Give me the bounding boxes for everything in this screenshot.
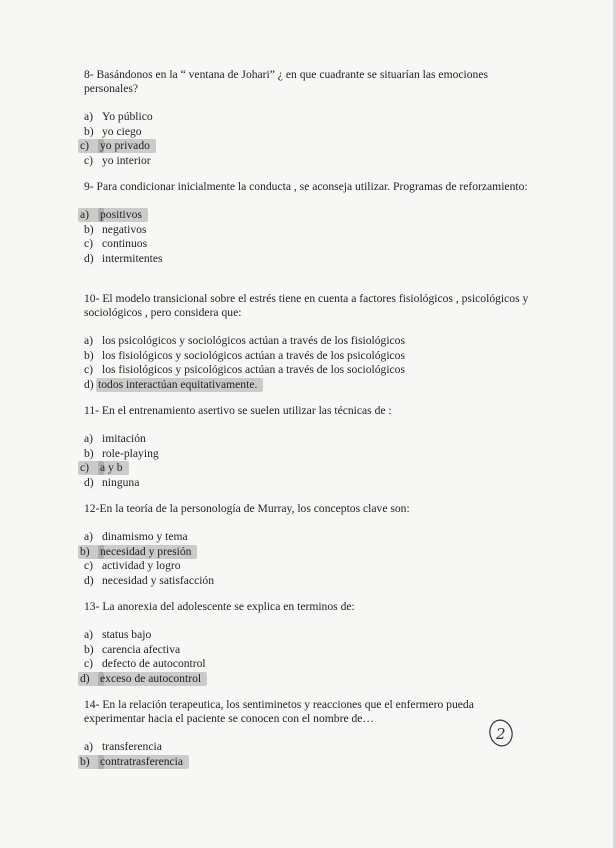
option-highlighted (80, 671, 544, 687)
option-text: yo interior (102, 153, 151, 167)
option-highlighted (80, 208, 544, 223)
option-text: continuos (102, 237, 148, 250)
option-letter: a) (84, 628, 94, 641)
option-text: a y b (98, 461, 129, 475)
option-letter: d) (84, 573, 94, 587)
option-letter: c) (84, 153, 94, 167)
option-highlighted (80, 544, 544, 560)
option-letter: b) (84, 124, 94, 138)
question-text: 8- Basándonos en la “ ventana de Johari” ¿ en que cuadrante se situarían las emociones personales? (84, 68, 489, 95)
option-letter: a) (78, 208, 104, 222)
option (84, 447, 544, 462)
option-letter: c) (84, 657, 94, 670)
option-letter: c) (78, 139, 104, 153)
option-letter: d) (84, 475, 94, 489)
option-text: dinamismo y tema (102, 530, 188, 543)
question-14 (80, 698, 504, 769)
question-text: 11- En el entrenamiento asertivo se suelen utilizar las técnicas de : (84, 404, 392, 417)
option (84, 237, 544, 252)
question-8 (80, 68, 544, 168)
option-highlighted (80, 461, 544, 476)
question-9 (80, 180, 544, 266)
option-text: positivos (98, 208, 148, 222)
option-letter: d) (84, 377, 94, 391)
option-text: yo privado (98, 139, 156, 153)
option-letter: b) (78, 545, 104, 559)
option-text: yo ciego (102, 124, 142, 138)
option (84, 574, 544, 589)
option-text: imitación (102, 432, 146, 445)
option-letter: b) (84, 446, 94, 460)
option-letter: a) (84, 110, 94, 123)
option-letter: c) (78, 461, 104, 475)
option (84, 349, 544, 364)
option-letter: a) (84, 530, 94, 543)
option (84, 559, 544, 574)
option (84, 110, 544, 125)
option-highlighted (80, 754, 504, 770)
option-text: actividad y logro (102, 559, 181, 572)
question-text: 14- En la relación terapeutica, los sentiminetos y reacciones que el enfermero pueda experimentar hacia el paciente se conocen con el nombre de… (84, 698, 474, 725)
option (84, 476, 544, 491)
option-text: transferencia (102, 740, 162, 753)
option-text: los psicológicos y sociológicos actúan a través de los fisiológicos (102, 334, 405, 347)
option-letter: b) (78, 755, 104, 769)
option-text: necesidad y satisfacción (102, 573, 215, 587)
option-letter: d) (78, 672, 104, 686)
option (84, 740, 504, 755)
option-text: contratrasferencia (98, 755, 189, 769)
handwritten-page-mark (488, 718, 514, 748)
option-text: Yo público (102, 110, 153, 123)
option-text: los fisiológicos y sociológicos actúan a través de los psicológicos (102, 348, 405, 362)
question-text: 12-En la teoría de la personología de Murray, los conceptos clave son: (84, 502, 410, 515)
option (84, 657, 544, 672)
option-text: necesidad y presión (98, 545, 197, 559)
option-text: defecto de autocontrol (102, 657, 206, 670)
option-text: exceso de autocontrol (98, 672, 207, 686)
option (84, 223, 544, 238)
option-text: status bajo (102, 628, 152, 641)
option (84, 125, 544, 140)
option-text: todos interactúan equitativamente. (96, 378, 263, 392)
option-text: negativos (102, 222, 147, 236)
option (84, 154, 544, 169)
question-12 (80, 502, 544, 588)
option (84, 363, 544, 378)
question-13 (80, 600, 544, 686)
question-10 (84, 292, 544, 392)
question-text: 9- Para condicionar inicialmente la conducta , se aconseja utilizar. Programas de reforzamiento: (84, 180, 528, 193)
option (84, 530, 544, 545)
option-letter: d) (84, 251, 94, 265)
option-letter: a) (84, 432, 94, 445)
option-letter: b) (84, 642, 94, 656)
option-text: intermitentes (102, 251, 163, 265)
option-letter: c) (84, 363, 94, 376)
option (84, 432, 544, 447)
question-text: 13- La anorexia del adolescente se explica en terminos de: (84, 600, 355, 613)
option-letter: b) (84, 348, 94, 362)
option-text: role-playing (102, 446, 159, 460)
option-highlighted (80, 139, 544, 154)
option-letter: a) (84, 740, 94, 753)
option-letter: a) (84, 334, 94, 347)
option (84, 643, 544, 658)
option (84, 252, 544, 267)
option (84, 334, 544, 349)
option-text: los fisiológicos y psicológicos actúan a través de los sociológicos (102, 363, 405, 376)
option (84, 628, 544, 643)
question-11 (80, 404, 544, 490)
option-text: carencia afectiva (102, 642, 181, 656)
option-letter: c) (84, 237, 94, 250)
question-text: 10- El modelo transicional sobre el estrés tiene en cuenta a factores fisiológicos , psicológicos y sociológicos , pero considera que: (84, 292, 529, 319)
option-text: ninguna (102, 475, 140, 489)
option-letter: c) (84, 559, 94, 572)
option-letter: b) (84, 222, 94, 236)
page-mark-number: 2 (496, 725, 506, 743)
option-highlighted (84, 378, 544, 393)
